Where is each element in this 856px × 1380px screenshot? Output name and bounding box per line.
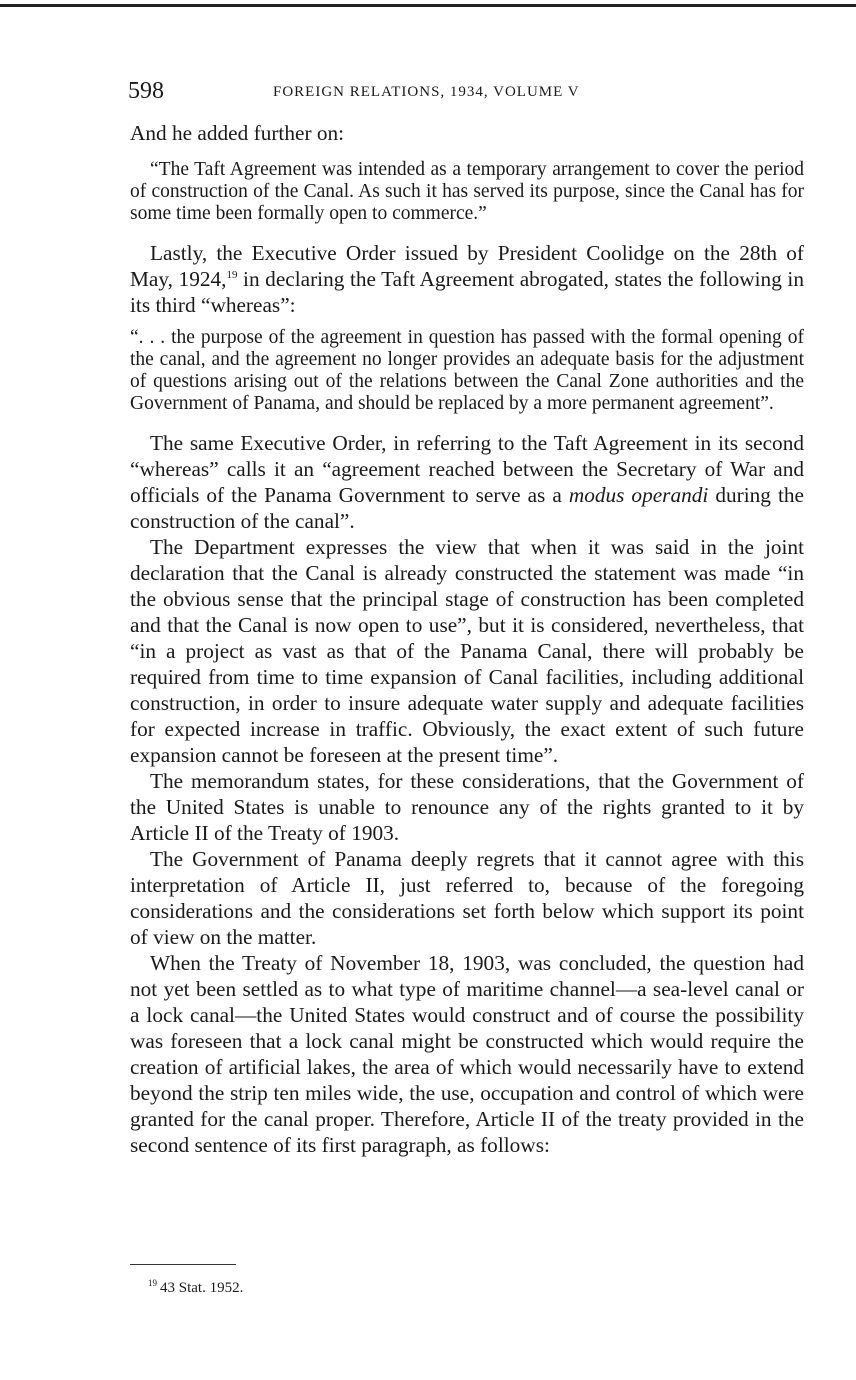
quote-taft-agreement: “The Taft Agreement was intended as a temporary arrangement to cover the period of construction of the Canal. As such it has served its purpose, since the Canal has for some time been formally open to commerce.”: [130, 159, 804, 224]
paragraph-panama-regrets: The Government of Panama deeply regrets that it cannot agree with this interpretation of Article II, just referred to, because of the foregoing considerations and the considerations set forth below which support its point of view on the matter.: [130, 847, 804, 949]
footnote-text: 43 Stat. 1952.: [160, 1280, 244, 1296]
paragraph-text: Lastly, the Executive Order issued by President Coolidge on the 28th of May, 1924,: [130, 241, 804, 291]
intro-paragraph: And he added further on:: [130, 121, 345, 145]
paragraph-executive-order: [130, 240, 804, 318]
italic-phrase: modus operandi: [568, 483, 709, 507]
paragraph-text: during the construction of the canal”.: [130, 483, 804, 533]
running-title: FOREIGN RELATIONS, 1934, VOLUME V: [273, 84, 580, 100]
page-header: [128, 78, 804, 104]
paragraph-memorandum: The memorandum states, for these considerations, that the Government of the United States is unable to renounce any of the rights granted to it by Article II of the Treaty of 1903.: [130, 769, 804, 845]
top-border-rule: [0, 4, 856, 7]
paragraph-treaty-1903: When the Treaty of November 18, 1903, was concluded, the question had not yet been settled as to what type of maritime channel—a sea-level canal or a lock canal—the United States would construct and of course the possibility was foreseen that a lock canal might be constructed which would require the creation of artificial lakes, the area of which would necessarily have to extend beyond the strip ten miles wide, the use, occupation and control of which were granted for the canal proper. Therefore, Article II of the treaty provided in the second sentence of its first paragraph, as follows:: [130, 951, 804, 1157]
footnote-rule: [130, 1264, 236, 1265]
page-number: 598: [128, 78, 164, 104]
paragraph-modus-operandi: [130, 430, 804, 534]
quote-whereas: “. . . the purpose of the agreement in question has passed with the formal opening of the canal, and the agreement no longer provides an adequate basis for the adjustment of questions arising out of the relations between the Canal Zone authorities and the Government of Panama, and should be replaced by a more permanent agreement”.: [130, 327, 804, 414]
paragraph-text: The same Executive Order, in referring to the Taft Agreement in its second “whereas” calls it an “agreement reached between the Secretary of War and officials of the Panama Government to serve as a: [130, 431, 804, 507]
paragraph-department-view: The Department expresses the view that when it was said in the joint declaration that the Canal is already constructed the statement was made “in the obvious sense that the principal stage of construction has been completed and that the Canal is now open to use”, but it is considered, nevertheless, that “in a project as vast as that of the Panama Canal, there will probably be required from time to time expansion of Canal facilities, including additional construction, in order to insure adequate water supply and adequate facilities for expected increase in traffic. Obviously, the exact extent of such future expansion cannot be foreseen at the present time”.: [130, 535, 804, 767]
footnote: [148, 1278, 243, 1298]
footnote-number: 19: [148, 1278, 157, 1288]
page-body: [130, 120, 804, 1158]
paragraph-text: in declaring the Taft Agreement abrogated, states the following in its third “whereas”:: [130, 267, 804, 317]
footnote-reference: 19: [226, 268, 238, 281]
